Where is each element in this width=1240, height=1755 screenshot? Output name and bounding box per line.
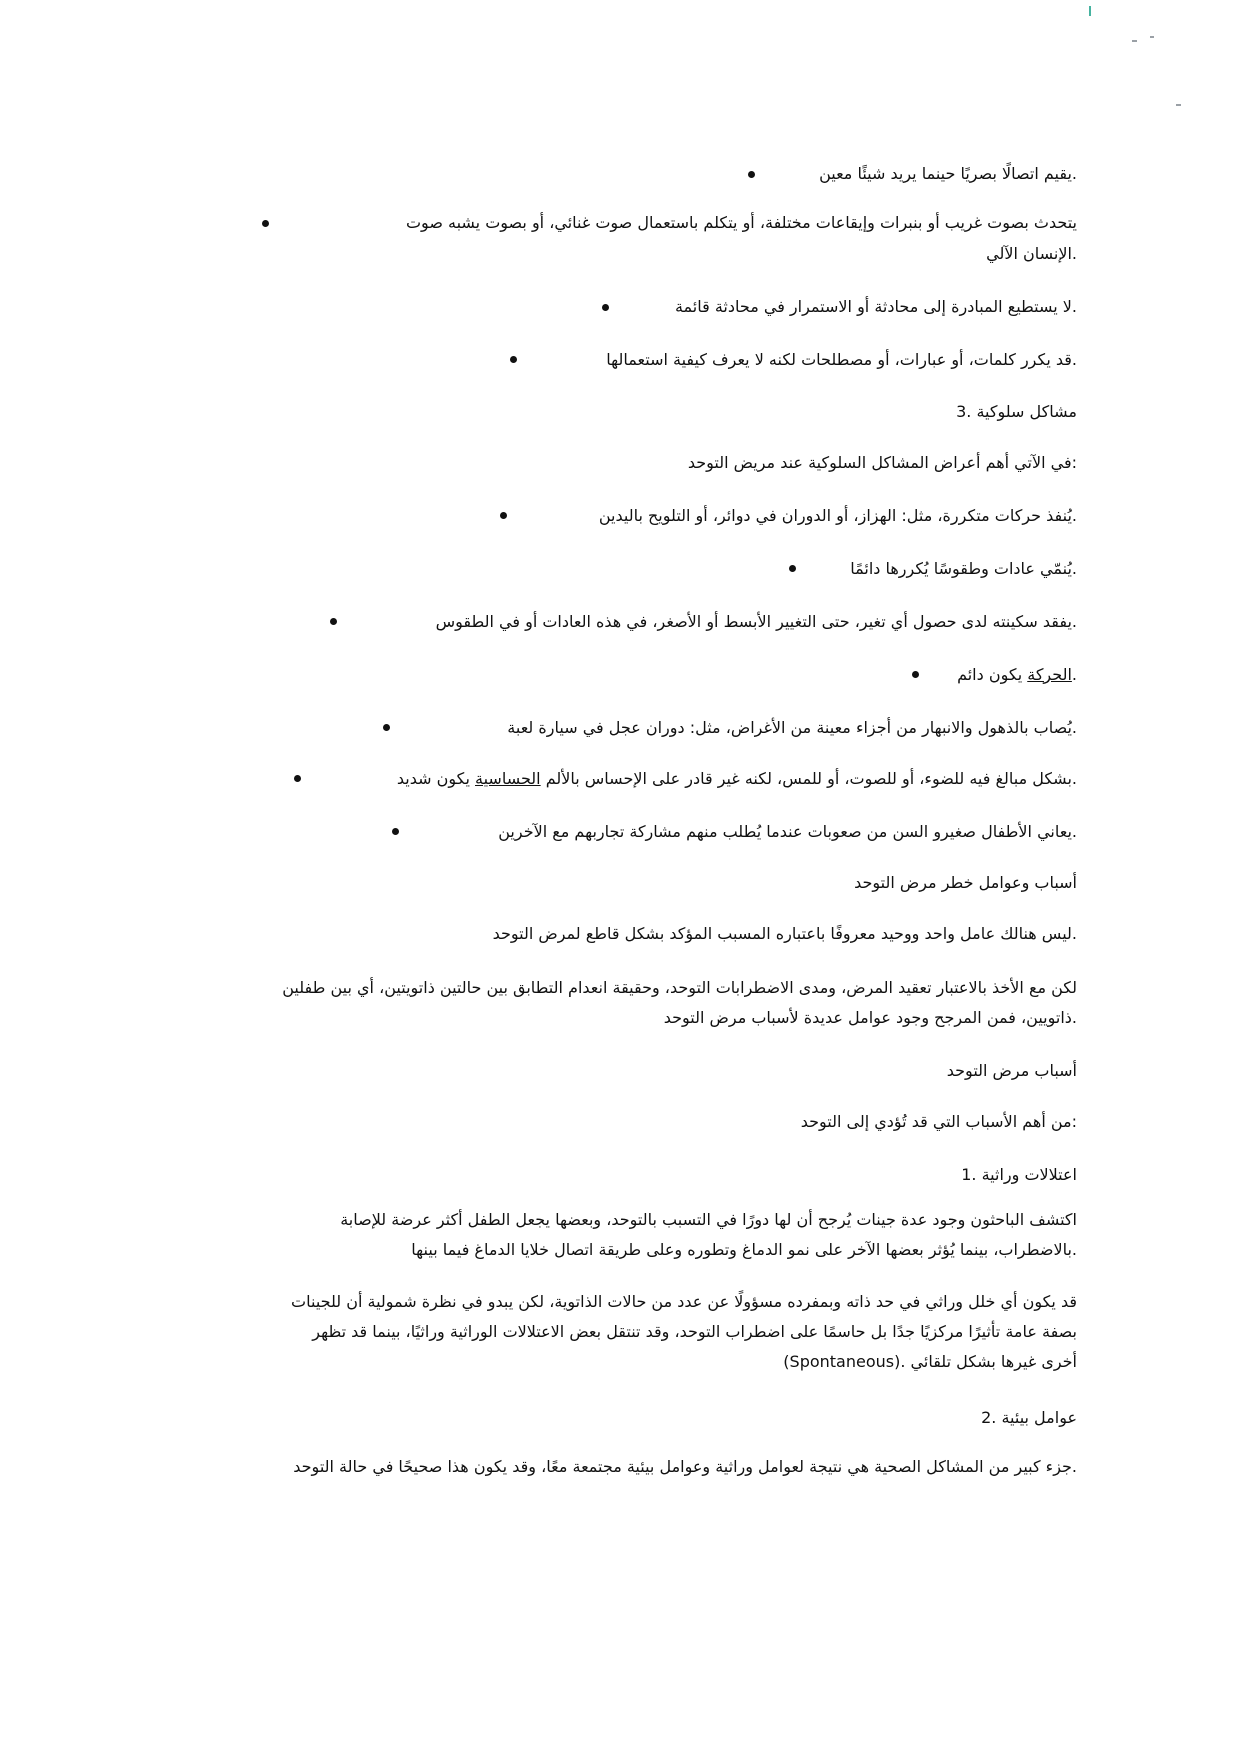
bullet-text: .الإنسان الآلي <box>986 244 1077 263</box>
bullet-text: .يقيم اتصالًا بصريًا حينما يريد شيئًا معين <box>819 164 1077 183</box>
bullet-text <box>957 665 1077 685</box>
section-heading: أسباب وعوامل خطر مرض التوحد <box>854 873 1077 892</box>
scan-speck <box>1176 104 1181 106</box>
paragraph-line: بصفة عامة تأثيرًا مركزيًا جدًا بل حاسمًا على اضطراب التوحد، وقد تنتقل بعض الاعتلالات الوراثية وراثيًا، بينما قد تظهر <box>312 1322 1077 1341</box>
scan-speck <box>1132 40 1137 42</box>
section-heading: أسباب مرض التوحد <box>946 1061 1077 1080</box>
bullet-text: .يُصاب بالذهول والانبهار من أجزاء معينة من الأغراض، مثل: دوران عجل في سيارة لعبة <box>507 718 1077 737</box>
paragraph: .ليس هنالك عامل واحد ووحيد معروفًا باعتباره المسبب المؤكد بشكل قاطع لمرض التوحد <box>492 924 1077 943</box>
bullet-dot <box>789 565 796 572</box>
paragraph-line: (Spontaneous). أخرى غيرها بشكل تلقائي <box>783 1352 1077 1371</box>
paragraph: :في الآتي أهم أعراض المشاكل السلوكية عند مريض التوحد <box>687 453 1077 472</box>
bullet-dot <box>330 618 337 625</box>
scan-speck <box>1150 36 1154 38</box>
paragraph-line: .ذاتويين، فمن المرجح وجود عوامل عديدة لأسباب مرض التوحد <box>663 1008 1077 1027</box>
bullet-text: .يُنفذ حركات متكررة، مثل: الهزاز، أو الدوران في دوائر، أو التلويح باليدين <box>598 506 1077 525</box>
bullet-dot <box>748 171 755 178</box>
bullet-dot <box>912 671 919 678</box>
paragraph-line: لكن مع الأخذ بالاعتبار تعقيد المرض، ومدى الاضطرابات التوحد، وحقيقة انعدام التطابق بين حالتين ذاتويتين، أي بين طفلين <box>282 978 1077 997</box>
section-heading: عوامل بيئية .2 <box>981 1408 1077 1427</box>
bullet-text: .يُنمّي عادات وطقوسًا يُكررها دائمًا <box>850 559 1077 578</box>
bullet-dot <box>383 724 390 731</box>
bullet-text: .لا يستطيع المبادرة إلى محادثة أو الاستمرار في محادثة قائمة <box>674 297 1077 316</box>
bullet-dot <box>602 304 609 311</box>
bullet-text-part: . <box>1071 665 1077 684</box>
underlined-word: الحساسية <box>475 769 541 788</box>
paragraph-line: اكتشف الباحثون وجود عدة جينات يُرجح أن لها دورًا في التسبب بالتوحد، وبعضها يجعل الطفل أكثر عرضة للإصابة <box>340 1210 1077 1229</box>
section-heading: مشاكل سلوكية .3 <box>956 402 1077 421</box>
scan-speck <box>1089 6 1091 16</box>
bullet-dot <box>262 220 269 227</box>
bullet-dot <box>294 775 301 782</box>
paragraph: .جزء كبير من المشاكل الصحية هي نتيجة لعوامل وراثية وعوامل بيئية مجتمعة معًا، وقد يكون هذا صحيحًا في حالة التوحد <box>293 1457 1077 1476</box>
paragraph-line: .بالاضطراب، بينما يُؤثر بعضها الآخر على نمو الدماغ وتطوره وعلى طريقة اتصال خلايا الدماغ فيما بينها <box>411 1240 1077 1259</box>
bullet-text <box>397 769 1077 789</box>
bullet-text: يتحدث بصوت غريب أو بنبرات وإيقاعات مختلفة، أو يتكلم باستعمال صوت غنائي، أو بصوت يشبه صوت <box>405 213 1077 232</box>
paragraph: :من أهم الأسباب التي قد تُؤدي إلى التوحد <box>800 1112 1077 1131</box>
bullet-text: .قد يكرر كلمات، أو عبارات، أو مصطلحات لكنه لا يعرف كيفية استعمالها <box>606 350 1077 369</box>
bullet-text-part: يكون شديد <box>396 769 476 788</box>
bullet-dot <box>392 828 399 835</box>
section-heading: اعتلالات وراثية .1 <box>961 1165 1077 1184</box>
bullet-text-part: .بشكل مبالغ فيه للضوء، أو للصوت، أو للمس، لكنه غير قادر على الإحساس بالألم <box>540 769 1077 788</box>
paragraph-line: قد يكون أي خلل وراثي في حد ذاته وبمفرده مسؤولًا عن عدد من حالات الذاتوية، لكن يبدو في نظرة شمولية أن للجينات <box>291 1292 1077 1311</box>
bullet-dot <box>500 512 507 519</box>
bullet-text: .يفقد سكينته لدى حصول أي تغير، حتى التغيير الأبسط أو الأصغر، في هذه العادات أو في الطقوس <box>435 612 1077 631</box>
bullet-dot <box>510 356 517 363</box>
underlined-word: الحركة <box>1027 665 1072 684</box>
bullet-text: .يعاني الأطفال صغيرو السن من صعوبات عندما يُطلب منهم مشاركة تجاربهم مع الآخرين <box>498 822 1077 841</box>
bullet-text-part: يكون دائم <box>957 665 1028 684</box>
